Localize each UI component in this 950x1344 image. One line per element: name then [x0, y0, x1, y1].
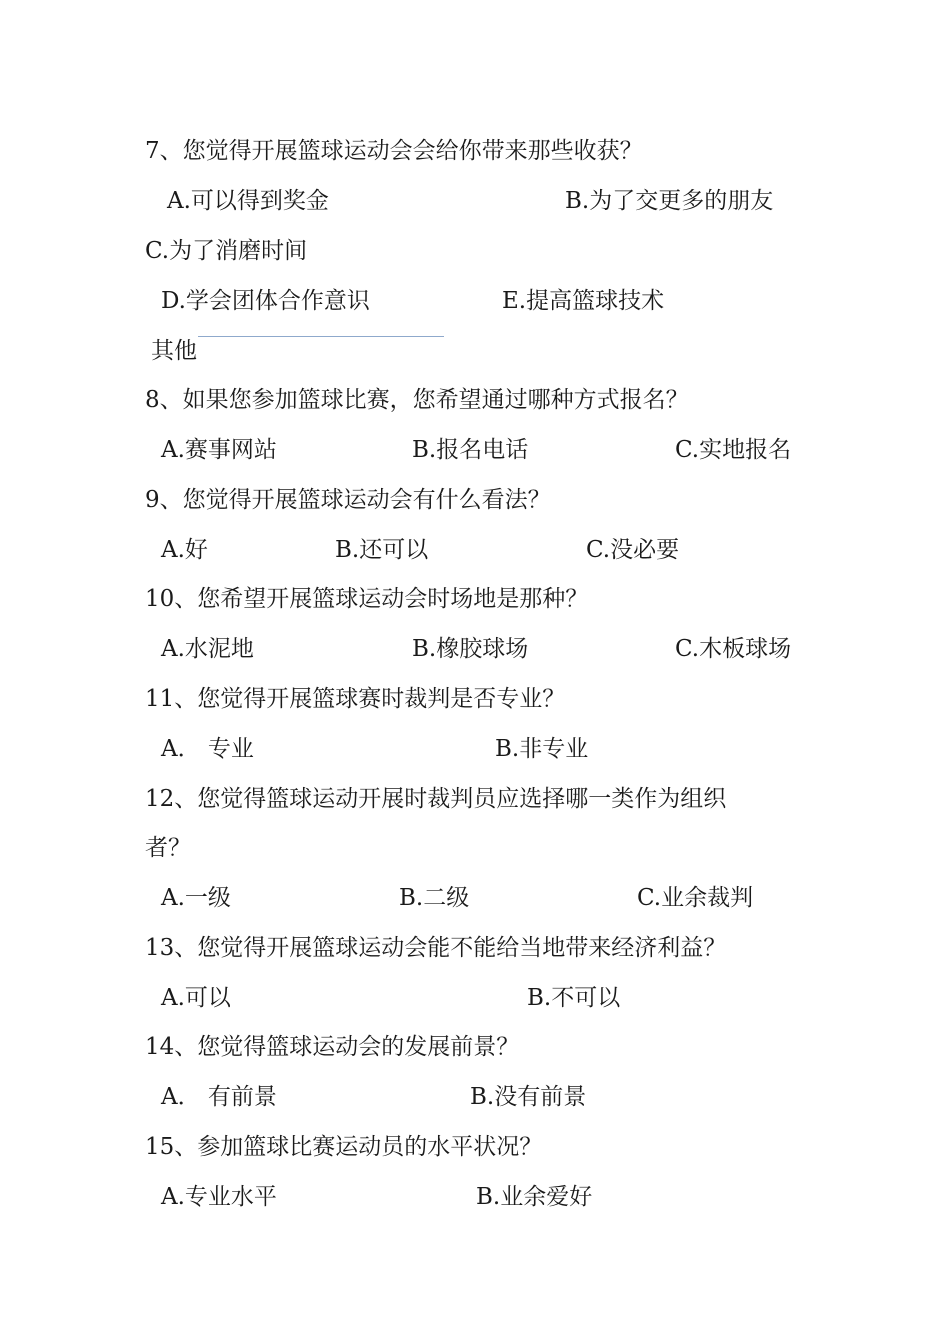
q7-option-d: D.学会团体合作意识 — [161, 288, 370, 314]
q8-option-b: B.报名电话 — [412, 437, 529, 463]
q7-option-c: C.为了消磨时间 — [145, 238, 308, 264]
q12-option-c: C.业余裁判 — [637, 885, 754, 911]
q10-option-a: A.水泥地 — [161, 636, 254, 662]
question-11: 11、您觉得开展篮球赛时裁判是否专业？ — [145, 686, 566, 712]
q14-option-b: B.没有前景 — [470, 1084, 587, 1110]
question-7: 7、您觉得开展篮球运动会会给你带来那些收获？ — [145, 138, 643, 164]
question-12-line-2: 者？ — [145, 835, 191, 861]
q11-option-a: A． 专业 — [161, 736, 254, 762]
question-15: 15、参加篮球比赛运动员的水平状况？ — [145, 1134, 543, 1160]
q15-option-a: A.专业水平 — [161, 1184, 277, 1210]
q14-option-a: A． 有前景 — [161, 1084, 277, 1110]
q7-option-b: B.为了交更多的朋友 — [565, 188, 774, 214]
question-8: 8、如果您参加篮球比赛，您希望通过哪种方式报名？ — [145, 387, 689, 413]
q9-option-a: A.好 — [161, 537, 208, 563]
q7-option-a: A.可以得到奖金 — [167, 188, 329, 214]
q12-option-b: B.二级 — [399, 885, 470, 911]
q8-option-c: C.实地报名 — [675, 437, 792, 463]
q9-option-b: B.还可以 — [335, 537, 429, 563]
question-12-line-1: 12、您觉得篮球运动开展时裁判员应选择哪一类作为组织 — [145, 786, 727, 812]
q7-other-blank-line — [198, 336, 444, 337]
question-10: 10、您希望开展篮球运动会时场地是那种？ — [145, 586, 589, 612]
q10-option-c: C.木板球场 — [675, 636, 792, 662]
q15-option-b: B.业余爱好 — [476, 1184, 593, 1210]
question-13: 13、您觉得开展篮球运动会能不能给当地带来经济利益？ — [145, 935, 727, 961]
q7-option-other: 其他 — [151, 338, 197, 364]
question-9: 9、您觉得开展篮球运动会有什么看法？ — [145, 487, 551, 513]
q12-option-a: A.一级 — [161, 885, 231, 911]
q13-option-a: A.可以 — [161, 985, 231, 1011]
q7-option-e: E.提高篮球技术 — [502, 288, 665, 314]
q11-option-b: B.非专业 — [495, 736, 589, 762]
q13-option-b: B.不可以 — [527, 985, 621, 1011]
q10-option-b: B.橡胶球场 — [412, 636, 529, 662]
q9-option-c: C.没必要 — [586, 537, 680, 563]
q8-option-a: A.赛事网站 — [161, 437, 277, 463]
question-14: 14、您觉得篮球运动会的发展前景？ — [145, 1034, 520, 1060]
